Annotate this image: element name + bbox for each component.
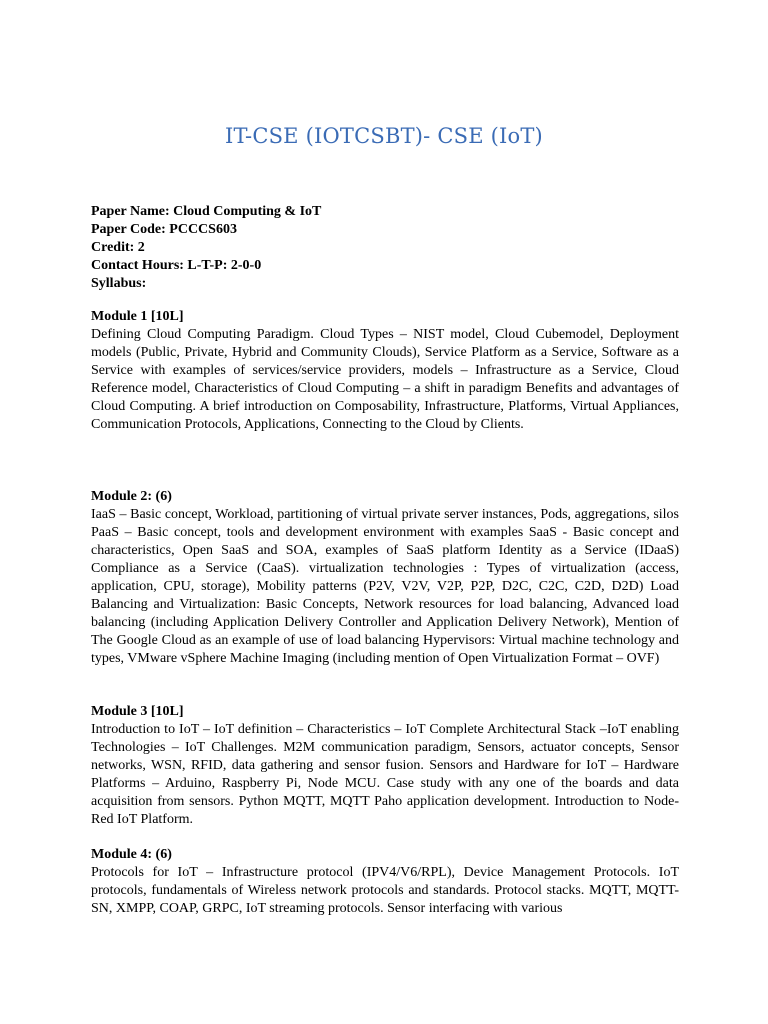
document-title: IT-CSE (IOTCSBT)- CSE (IoT) <box>225 124 543 148</box>
paper-info <box>91 203 681 293</box>
module-3 <box>91 703 679 829</box>
module-1 <box>91 308 679 434</box>
module-body: Defining Cloud Computing Paradigm. Cloud Types – NIST model, Cloud Cubemodel, Deployment models (Public, Private, Hybrid and Community Clouds), Service Platform as a Service, Software as a Service with examples of services/service providers, models – Infrastructure as a Service, Cloud Reference model, Characteristics of Cloud Computing – a shift in paradigm Benefits and advantages of Cloud Computing. A brief introduction on Composability, Infrastructure, Platforms, Virtual Appliances, Communication Protocols, Applications, Connecting to the Cloud by Clients. <box>91 327 679 432</box>
credit: Credit: 2 <box>91 240 145 255</box>
paper-name: Paper Name: Cloud Computing & IoT <box>91 204 322 219</box>
paper-code: Paper Code: PCCCS603 <box>91 222 237 237</box>
module-heading: Module 2: (6) <box>91 489 172 504</box>
module-heading: Module 1 [10L] <box>91 309 184 324</box>
module-body: Introduction to IoT – IoT definition – Characteristics – IoT Complete Architectural Stack –IoT enabling Technologies – IoT Challenges. M2M communication paradigm, Sensors, actuator concepts, Sensor networks, WSN, RFID, data gathering and sensor fusion. Sensors and Hardware for IoT – Hardware Platforms – Arduino, Raspberry Pi, Node MCU. Case study with any one of the boards and data acquisition from sensors. Python MQTT, MQTT Paho application development. Introduction to Node-Red IoT Platform. <box>91 722 679 827</box>
module-heading: Module 4: (6) <box>91 847 172 862</box>
module-4 <box>91 846 679 918</box>
syllabus-label: Syllabus: <box>91 276 147 291</box>
contact-hours: Contact Hours: L-T-P: 2-0-0 <box>91 258 262 273</box>
module-body: IaaS – Basic concept, Workload, partitioning of virtual private server instances, Pods, aggregations, silos PaaS – Basic concept, tools and development environment with examples SaaS - Basic concept and characteristics, Open SaaS and SOA, examples of SaaS platform Identity as a Service (IDaaS) Compliance as a Service (CaaS). virtualization technologies : Types of virtualization (access, application, CPU, storage), Mobility patterns (P2V, V2V, V2P, P2P, D2C, C2C, C2D, D2D) Load Balancing and Virtualization: Basic Concepts, Network resources for load balancing, Advanced load balancing (including Application Delivery Controller and Application Delivery Network), Mention of The Google Cloud as an example of use of load balancing Hypervisors: Virtual machine technology and types, VMware vSphere Machine Imaging (including mention of Open Virtualization Format – OVF) <box>91 507 679 666</box>
module-2 <box>91 488 679 668</box>
module-body: Protocols for IoT – Infrastructure protocol (IPV4/V6/RPL), Device Management Protocols. IoT protocols, fundamentals of Wireless network protocols and standards. Protocol stacks. MQTT, MQTT-SN, XMPP, COAP, GRPC, IoT streaming protocols. Sensor interfacing with various <box>91 865 679 916</box>
module-heading: Module 3 [10L] <box>91 704 184 719</box>
